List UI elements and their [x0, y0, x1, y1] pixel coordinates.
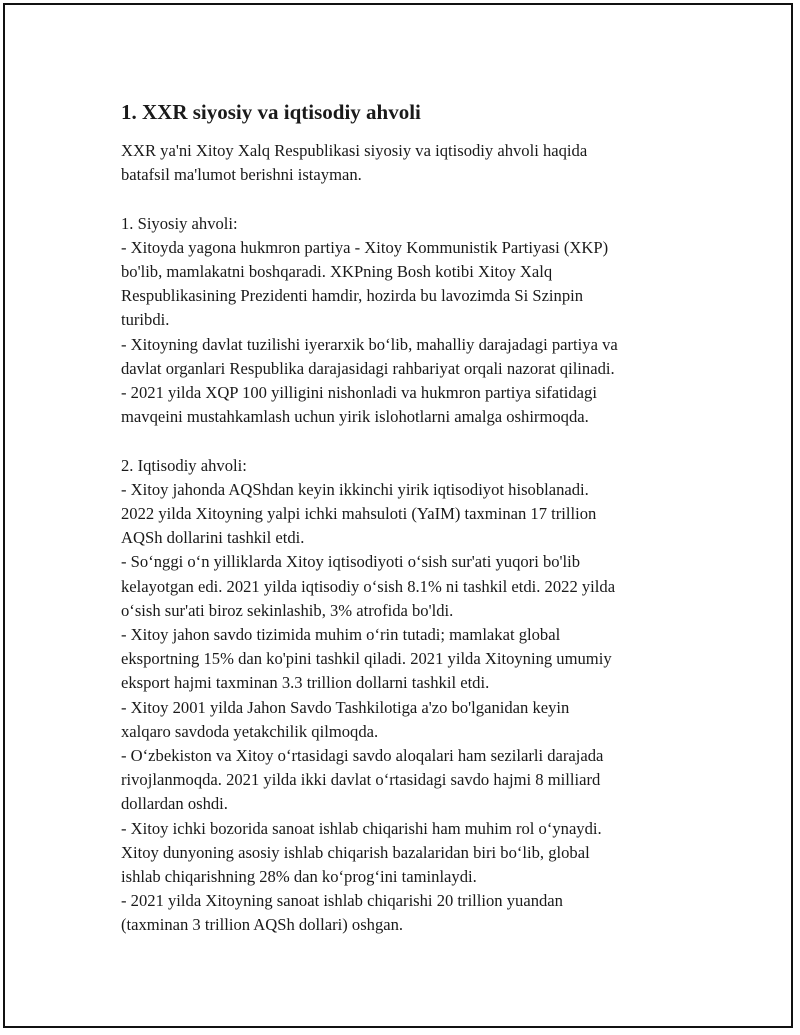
list-item: - Xitoy ichki bozorida sanoat ishlab chiqarishi ham muhim rol o‘ynaydi. Xitoy dunyoning asosiy ishlab chiqarish bazalaridan biri bo‘lib, global ishlab chiqarishning 28% dan ko‘prog‘ini taminlaydi. [121, 818, 602, 887]
document-page [3, 3, 793, 1028]
list-item: - Xitoyning davlat tuzilishi iyerarxik bo‘lib, mahalliy darajadagi partiya va davlat organlari Respublika darajasidagi rahbariyat orqali nazorat qilinadi. [121, 334, 618, 378]
section-heading-political: 1. Siyosiy ahvoli: [121, 213, 238, 233]
list-item: - Xitoy jahon savdo tizimida muhim o‘rin tutadi; mamlakat global eksportning 15% dan ko'pini tashkil qiladi. 2021 yilda Xitoyning umumiy eksport hajmi taxminan 3.3 trillion dollarni tashkil etdi. [121, 625, 612, 693]
section-heading-economic: 2. Iqtisodiy ahvoli: [121, 455, 247, 475]
list-item: - O‘zbekiston va Xitoy o‘rtasidagi savdo aloqalari ham sezilarli darajada rivojlanmoqda. 2021 yilda ikki davlat o‘rtasidagi savdo hajmi 8 milliard dollardan oshdi. [121, 746, 604, 814]
list-item: - Xitoy jahonda AQShdan keyin ikkinchi yirik iqtisodiyot hisoblanadi. 2022 yilda Xitoyning yalpi ichki mahsuloti (YaIM) taxminan 17 trillion AQSh dollarini tashkil etdi. [121, 479, 597, 548]
paragraph-gap [121, 187, 711, 211]
document-title: 1. XXR siyosiy va iqtisodiy ahvoli [121, 100, 421, 124]
list-item: - 2021 yilda Xitoyning sanoat ishlab chiqarishi 20 trillion yuandan (taxminan 3 trillion AQSh dollari) oshgan. [121, 891, 563, 935]
intro-paragraph: XXR ya'ni Xitoy Xalq Respublikasi siyosiy va iqtisodiy ahvoli haqida batafsil ma'lumot berishni istayman. [121, 141, 588, 185]
list-item: - Xitoy 2001 yilda Jahon Savdo Tashkilotiga a'zo bo'lganidan keyin xalqaro savdoda yetakchilik qilmoqda. [121, 697, 570, 741]
document-content [121, 99, 711, 938]
list-item: - So‘nggi o‘n yilliklarda Xitoy iqtisodiyoti o‘sish sur'ati yuqori bo'lib kelayotgan edi. 2021 yilda iqtisodiy o‘sish 8.1% ni tashkil etdi. 2022 yilda o‘sish sur'ati biroz sekinlashib, 3% atrofida bo'ldi. [121, 552, 616, 620]
paragraph-gap [121, 429, 711, 453]
list-item: - 2021 yilda XQP 100 yilligini nishonladi va hukmron partiya sifatidagi mavqeini mustahkamlash uchun yirik islohotlarni amalga oshirmoqda. [121, 383, 597, 427]
list-item: - Xitoyda yagona hukmron partiya - Xitoy Kommunistik Partiyasi (XKP) bo'lib, mamlakatni boshqaradi. XKPning Bosh kotibi Xitoy Xalq Respublikasining Prezidenti hamdir, hozirda bu lavozimda Si Szinpin turibdi. [121, 237, 609, 330]
